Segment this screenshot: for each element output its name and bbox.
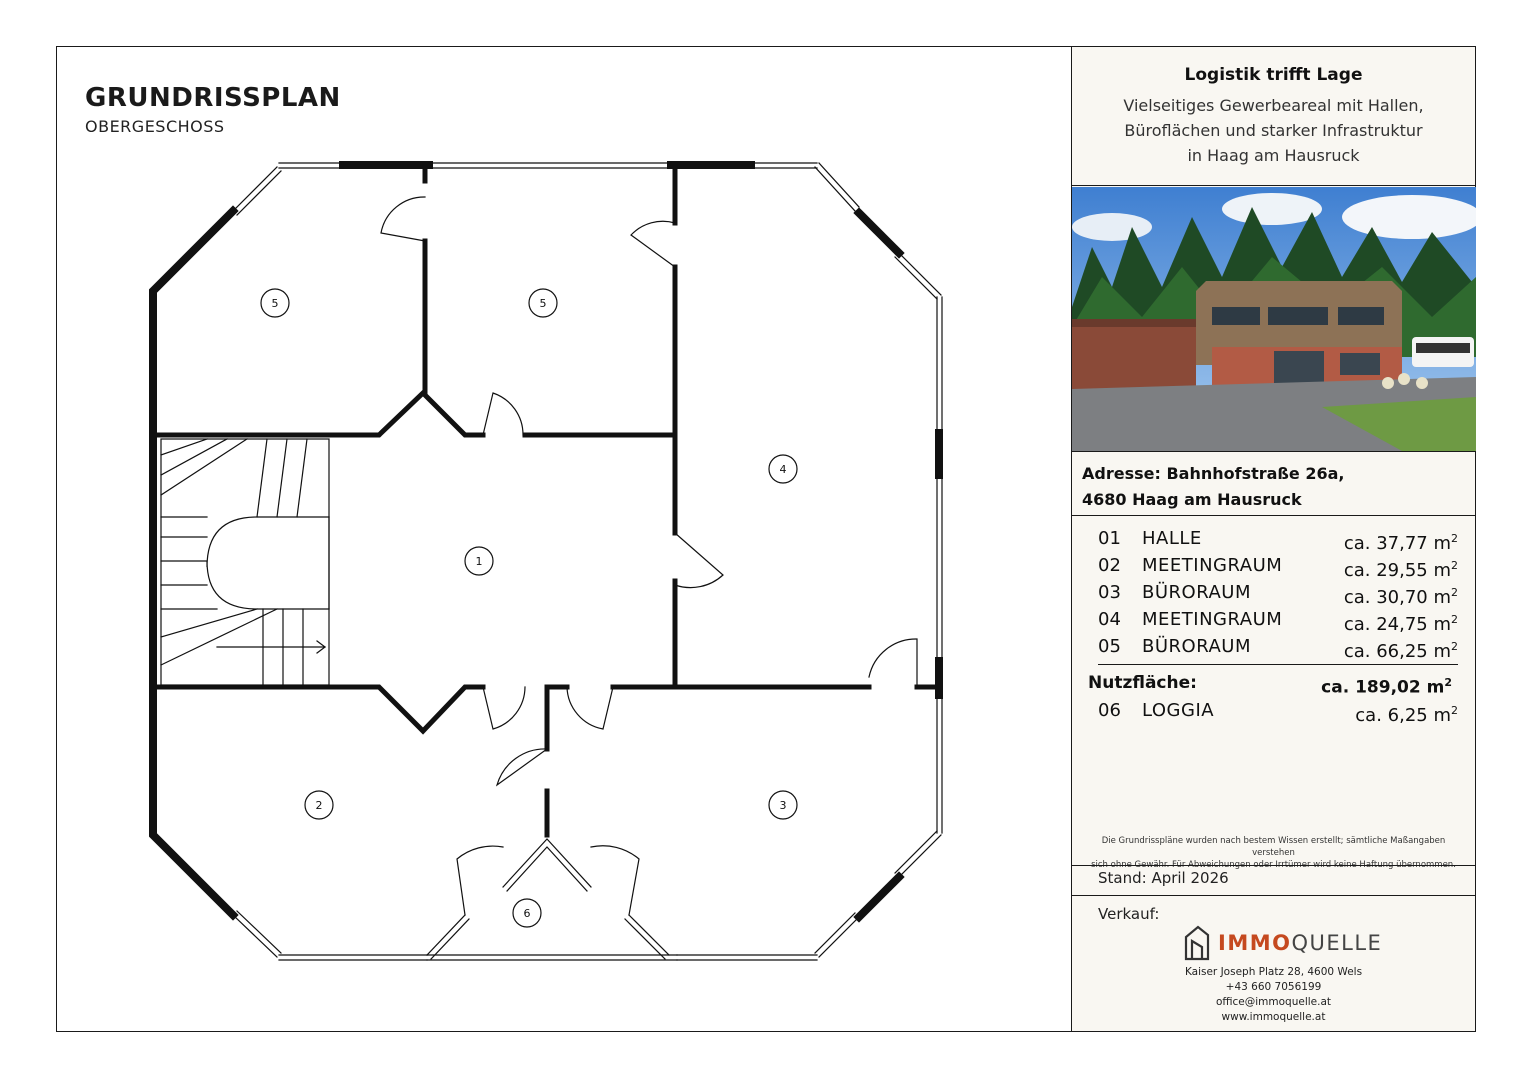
room-area-exp: 2 [1451, 559, 1458, 572]
room-area-text: ca. 24,75 m [1343, 614, 1451, 635]
room-row [1098, 579, 1458, 606]
tagline-line: Vielseitiges Gewerbeareal mit Hallen, [1123, 96, 1424, 115]
room-area [1344, 633, 1458, 665]
room-area-text: ca. 29,55 m [1343, 560, 1451, 581]
room-no: 03 [1098, 582, 1121, 603]
room-area-exp: 2 [1451, 586, 1458, 599]
contact-website[interactable]: www.immoquelle.at [1221, 1011, 1326, 1023]
floor-plan-drawing [57, 47, 1071, 1031]
room-marker-label: 1 [475, 555, 483, 568]
logo-text-rest: QUELLE [1291, 931, 1383, 955]
room-marker [465, 547, 493, 575]
address-line-1: Adresse: Bahnhofstraße 26a, [1082, 464, 1345, 483]
room-row [1098, 552, 1458, 579]
contact-email[interactable]: office@immoquelle.at [1215, 996, 1332, 1008]
room-area-text: ca. 37,77 m [1343, 533, 1451, 554]
room-name: BÜRORAUM [1142, 582, 1251, 603]
room-row [1098, 606, 1458, 633]
page-frame [56, 46, 1476, 1032]
disclaimer-line: Die Grundrisspläne wurden nach bestem Wissen erstellt; sämtliche Maßangaben verstehen [1101, 836, 1446, 858]
contact-info [1072, 965, 1475, 1025]
plan-subtitle: OBERGESCHOSS [85, 117, 225, 136]
room-marker [305, 791, 333, 819]
total-label: Nutzfläche: [1088, 673, 1197, 693]
room-no: 06 [1098, 700, 1121, 721]
room-no: 04 [1098, 609, 1121, 630]
room-marker [769, 455, 797, 483]
room-area-text: ca. 66,25 m [1343, 641, 1451, 662]
room-marker [529, 289, 557, 317]
room-marker [513, 899, 541, 927]
room-row [1098, 525, 1458, 552]
logo-text-bold: IMMO [1218, 931, 1292, 955]
room-no: 05 [1098, 636, 1121, 657]
address-line-2: 4680 Haag am Hausruck [1082, 490, 1302, 509]
verkauf-label: Verkauf: [1098, 905, 1160, 923]
tagline-line: in Haag am Hausruck [1187, 146, 1360, 165]
divider [1072, 515, 1475, 516]
floor-plan-area [57, 47, 1071, 1031]
room-area [1355, 697, 1458, 729]
room-area-exp: 2 [1451, 640, 1458, 653]
windows [233, 163, 942, 960]
stand-date: Stand: April 2026 [1098, 869, 1229, 887]
tagline-line: Büroflächen und starker Infrastruktur [1124, 121, 1423, 140]
building-photo [1072, 187, 1476, 451]
divider [1072, 895, 1475, 896]
room-area-text: ca. 30,70 m [1343, 587, 1451, 608]
room-marker-label: 3 [779, 799, 787, 812]
plan-title: GRUNDRISSPLAN [85, 83, 341, 113]
divider [1072, 451, 1475, 452]
room-marker-label: 4 [779, 463, 787, 476]
divider [1072, 865, 1475, 866]
doors [381, 197, 917, 915]
immoquelle-logo [1182, 925, 1382, 961]
room-rows [1098, 525, 1458, 660]
room-name: HALLE [1142, 528, 1202, 549]
total-value-text: ca. 189,02 m [1321, 677, 1445, 698]
room-area-exp: 2 [1451, 532, 1458, 545]
contact-phone[interactable]: +43 660 7056199 [1225, 981, 1322, 993]
address [1082, 461, 1345, 513]
room-marker-label: 5 [539, 297, 547, 310]
room-name: LOGGIA [1142, 700, 1215, 721]
loggia-row [1098, 697, 1458, 724]
room-marker-label: 5 [271, 297, 279, 310]
divider [1072, 185, 1475, 186]
tagline [1072, 93, 1475, 168]
headline: Logistik trifft Lage [1184, 65, 1363, 85]
staircase [161, 439, 329, 685]
room-marker [769, 791, 797, 819]
room-markers [261, 289, 797, 927]
total-row [1088, 669, 1458, 698]
room-area-text: ca. 6,25 m [1355, 705, 1451, 726]
total-divider [1098, 664, 1458, 665]
room-marker [261, 289, 289, 317]
disclaimer-line: sich ohne Gewähr. Für Abweichungen oder Irrtümer wird keine Haftung übernommen. [1091, 860, 1456, 870]
contact-address: Kaiser Joseph Platz 28, 4600 Wels [1184, 966, 1363, 978]
room-row [1098, 633, 1458, 660]
logo-text [1218, 931, 1382, 955]
room-list [1088, 525, 1458, 726]
house-logo-icon [1182, 925, 1212, 961]
room-no: 02 [1098, 555, 1121, 576]
sidebar [1071, 47, 1475, 1031]
room-name: MEETINGRAUM [1142, 609, 1283, 630]
room-no: 01 [1098, 528, 1121, 549]
room-area-exp: 2 [1451, 613, 1458, 626]
room-name: MEETINGRAUM [1142, 555, 1283, 576]
total-unit-exp: 2 [1444, 676, 1452, 689]
room-marker-label: 6 [523, 907, 531, 920]
room-name: BÜRORAUM [1142, 636, 1251, 657]
room-area-exp: 2 [1451, 704, 1458, 717]
room-marker-label: 2 [315, 799, 323, 812]
interior-walls [157, 165, 939, 835]
